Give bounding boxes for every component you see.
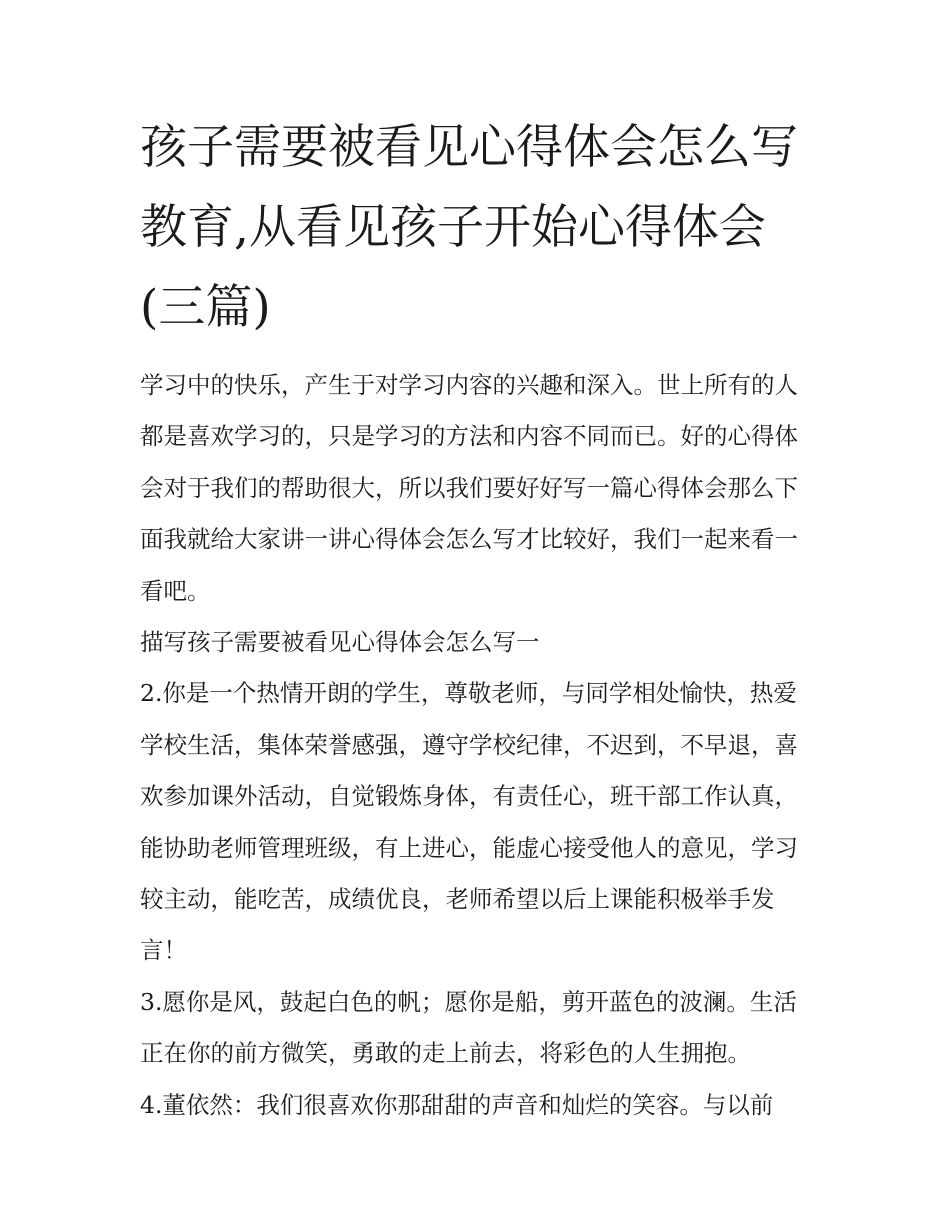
document-title: 孩子需要被看见心得体会怎么写 教育,从看见孩子开始心得体会(三篇) — [140, 120, 798, 335]
section-heading: 描写孩子需要被看见心得体会怎么写一 — [140, 628, 540, 657]
list-item: 3.愿你是风，鼓起白色的帆；愿你是船，剪开蓝色的波澜。生活正在你的前方微笑，勇敢的走上前去，将彩色的人生拥抱。 — [140, 987, 797, 1068]
document-page — [140, 108, 812, 1131]
intro-paragraph: 学习中的快乐，产生于对学习内容的兴趣和深入。世上所有的人都是喜欢学习的，只是学习的方法和内容不同而已。好的心得体会对于我们的帮助很大，所以我们要好好写一篇心得体会那么下面我就给大家讲一讲心得体会怎么写才比较好，我们一起来看一看吧。 — [140, 371, 798, 605]
list-item: 4.董依然：我们很喜欢你那甜甜的声音和灿烂的笑容。与以前 — [140, 1090, 774, 1119]
document-body — [140, 360, 812, 1131]
list-item: 2.你是一个热情开朗的学生，尊敬老师，与同学相处愉快，热爱学校生活，集体荣誉感强，遵守学校纪律，不迟到，不早退，喜欢参加课外活动，自觉锻炼身体，有责任心，班干部工作认真，能协助老师管理班级，有上进心，能虚心接受他人的意见，学习较主动，能吃苦，成绩优良，老师希望以后上课能积极举手发言！ — [140, 679, 798, 965]
